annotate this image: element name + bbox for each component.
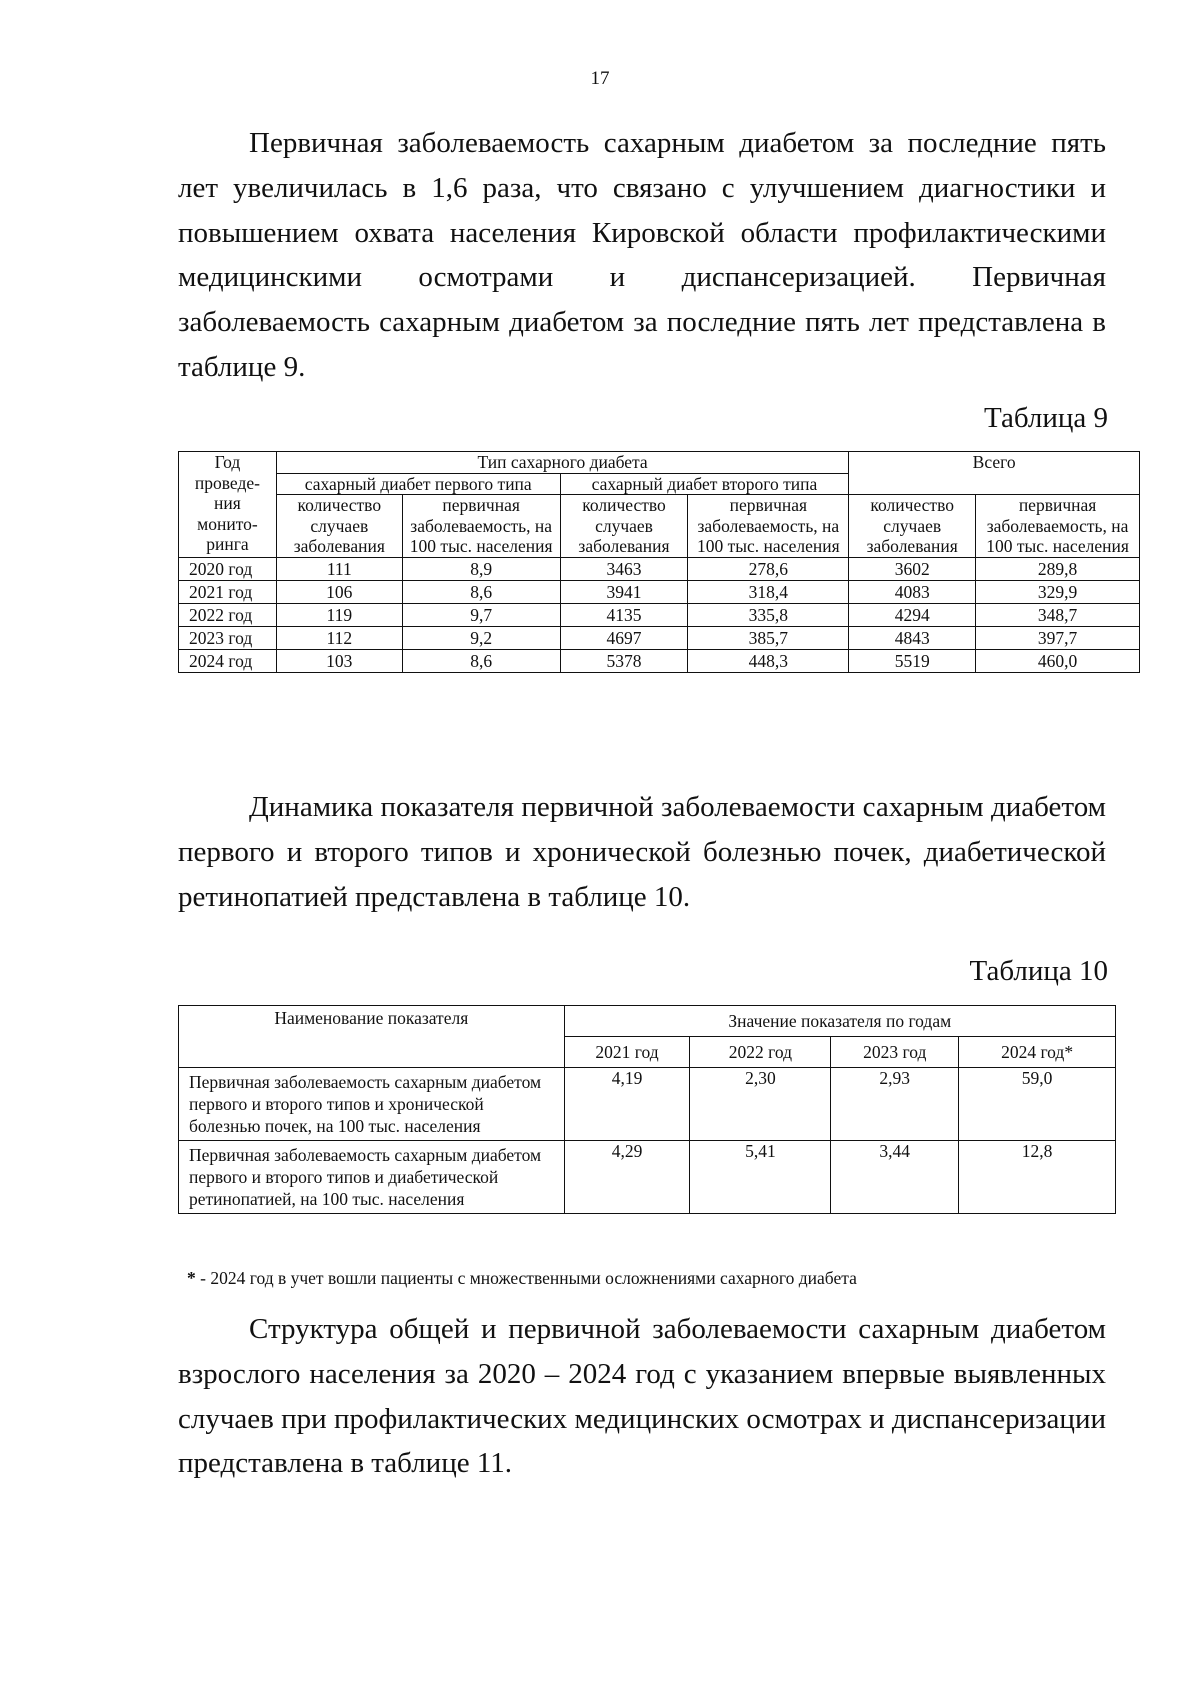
value-cell: 3,44 (831, 1141, 959, 1214)
year-cell: 2020 год (179, 557, 277, 580)
table9-header-total: Всего (849, 452, 1140, 495)
table10-header-year: 2022 год (690, 1037, 831, 1068)
table-9 (178, 451, 1140, 673)
count-type2-cell: 4697 (560, 626, 688, 649)
rate-type2-cell: 448,3 (688, 649, 849, 672)
table-row (179, 1141, 1116, 1214)
count-total-cell: 4843 (849, 626, 976, 649)
rate-type2-cell: 318,4 (688, 580, 849, 603)
count-type2-cell: 4135 (560, 603, 688, 626)
rate-type1-cell: 8,6 (402, 580, 560, 603)
count-type1-cell: 111 (276, 557, 402, 580)
count-type1-cell: 119 (276, 603, 402, 626)
table9-header-row-1 (179, 452, 1140, 474)
count-total-cell: 4294 (849, 603, 976, 626)
paragraph-structure: Структура общей и первичной заболеваемости сахарным диабетом взрослого населения за 2020 – 2024 год с указанием впервые выявленных случаев при профилактических медицинских осмотрах и диспансеризации представлена в таблице 11. (178, 1313, 1106, 1480)
value-cell: 2,30 (690, 1068, 831, 1141)
year-cell: 2022 год (179, 603, 277, 626)
year-cell: 2021 год (179, 580, 277, 603)
table10-footnote (187, 1268, 857, 1289)
table9-header-row-3 (179, 495, 1140, 558)
table9-header-count-type2: количество случаев заболевания (560, 495, 688, 558)
table10-header-year: 2023 год (831, 1037, 959, 1068)
count-total-cell: 4083 (849, 580, 976, 603)
year-cell: 2024 год (179, 649, 277, 672)
rate-type1-cell: 9,2 (402, 626, 560, 649)
table-row (179, 1068, 1116, 1141)
rate-type2-cell: 335,8 (688, 603, 849, 626)
rate-type2-cell: 278,6 (688, 557, 849, 580)
count-type2-cell: 3463 (560, 557, 688, 580)
indicator-name-cell: Первичная заболеваемость сахарным диабетом первого и второго типов и диабетической ретинопатией, на 100 тыс. населения (179, 1141, 565, 1214)
rate-total-cell: 329,9 (976, 580, 1140, 603)
value-cell: 2,93 (831, 1068, 959, 1141)
table-row (179, 603, 1140, 626)
value-cell: 12,8 (959, 1141, 1116, 1214)
table10-header-year: 2024 год* (959, 1037, 1116, 1068)
value-cell: 4,19 (564, 1068, 690, 1141)
table9-header-rate-total: первичная заболеваемость, на 100 тыс. населения (976, 495, 1140, 558)
table9-header-type2: сахарный диабет второго типа (560, 473, 849, 495)
table-row (179, 649, 1140, 672)
footnote-mark: * (187, 1268, 196, 1288)
table-row (179, 557, 1140, 580)
count-total-cell: 5519 (849, 649, 976, 672)
count-type2-cell: 3941 (560, 580, 688, 603)
table10-header-row-1 (179, 1006, 1116, 1037)
value-cell: 59,0 (959, 1068, 1116, 1141)
value-cell: 5,41 (690, 1141, 831, 1214)
count-type2-cell: 5378 (560, 649, 688, 672)
rate-total-cell: 397,7 (976, 626, 1140, 649)
page-number: 17 (590, 68, 610, 89)
count-total-cell: 3602 (849, 557, 976, 580)
table-row (179, 626, 1140, 649)
count-type1-cell: 112 (276, 626, 402, 649)
value-cell: 4,29 (564, 1141, 690, 1214)
indicator-name-cell: Первичная заболеваемость сахарным диабетом первого и второго типов и хронической болезнью почек, на 100 тыс. населения (179, 1068, 565, 1141)
table10-header-name: Наименование показателя (179, 1006, 565, 1068)
table10-caption: Таблица 10 (969, 955, 1108, 987)
table10-header-year: 2021 год (564, 1037, 690, 1068)
rate-type2-cell: 385,7 (688, 626, 849, 649)
table9-header-rate-type1: первичная заболеваемость, на 100 тыс. населения (402, 495, 560, 558)
paragraph-dynamics: Динамика показателя первичной заболеваемости сахарным диабетом первого и второго типов и хронической болезнью почек, диабетической ретинопатией представлена в таблице 10. (178, 791, 1106, 913)
rate-total-cell: 460,0 (976, 649, 1140, 672)
table9-header-count-type1: количество случаев заболевания (276, 495, 402, 558)
rate-type1-cell: 8,6 (402, 649, 560, 672)
rate-type1-cell: 8,9 (402, 557, 560, 580)
rate-total-cell: 348,7 (976, 603, 1140, 626)
count-type1-cell: 106 (276, 580, 402, 603)
table9-header-rate-type2: первичная заболеваемость, на 100 тыс. населения (688, 495, 849, 558)
table9-header-year: Год проведе-ния монито-ринга (179, 452, 277, 558)
table10-header-values: Значение показателя по годам (564, 1006, 1115, 1037)
rate-type1-cell: 9,7 (402, 603, 560, 626)
table9-caption: Таблица 9 (983, 402, 1108, 434)
year-cell: 2023 год (179, 626, 277, 649)
table-row (179, 580, 1140, 603)
footnote-text: - 2024 год в учет вошли пациенты с множественными осложнениями сахарного диабета (200, 1268, 857, 1288)
paragraph-intro: Первичная заболеваемость сахарным диабетом за последние пять лет увеличилась в 1,6 раза, что связано с улучшением диагностики и повышением охвата населения Кировской области профилактическими медицинскими осмотрами и диспансеризацией. Первичная заболеваемость сахарным диабетом за последние пять лет представлена в таблице 9. (178, 127, 1106, 383)
table9-header-type: Тип сахарного диабета (276, 452, 848, 474)
table-10 (178, 1005, 1116, 1214)
table9-header-count-total: количество случаев заболевания (849, 495, 976, 558)
count-type1-cell: 103 (276, 649, 402, 672)
table9-header-type1: сахарный диабет первого типа (276, 473, 560, 495)
rate-total-cell: 289,8 (976, 557, 1140, 580)
